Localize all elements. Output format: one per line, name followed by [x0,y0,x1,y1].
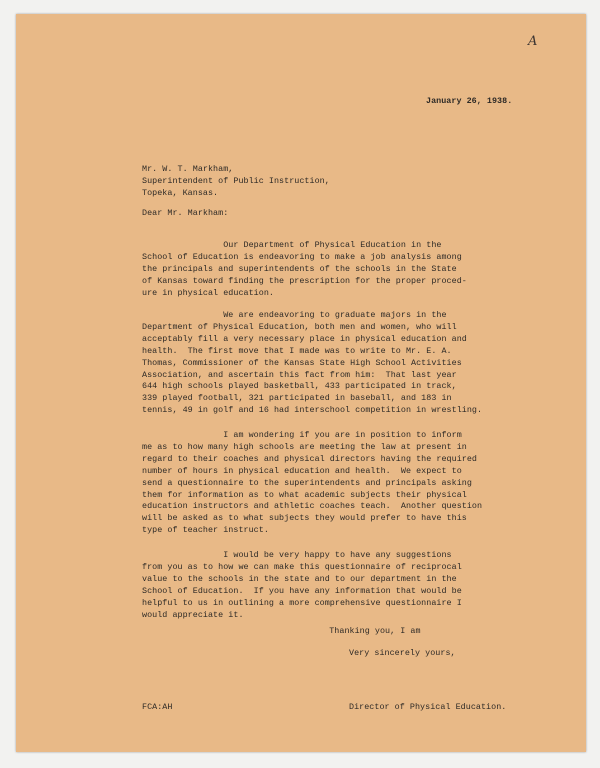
body-line: regard to their coaches and physical directors having the required [142,453,478,464]
letter-page [16,14,586,752]
body-line: type of teacher instruct. [142,525,269,536]
body-line: School of Education. If you have any information that would be [142,585,462,596]
body-line: would appreciate it. [142,609,244,620]
body-line: will be asked as to what subjects they would prefer to have this [142,513,467,524]
salutation: Dear Mr. Markham: [142,208,229,218]
address-line: Mr. W. T. Markham, [142,164,234,174]
body-line: We are endeavoring to graduate majors in the [142,310,447,320]
closing-thanks: Thanking you, I am [248,626,421,636]
paragraph-4 [142,550,537,621]
signature-title: Director of Physical Education. [349,702,507,712]
body-line: Association, and ascertain this fact from him: That last year [142,369,457,380]
body-line: 339 played football, 321 participated in baseball, and 183 in [142,393,452,404]
letter-date: January 26, 1938. [426,96,513,106]
address-line: Topeka, Kansas. [142,187,219,198]
body-line: of Kansas toward finding the prescription for the proper proced- [142,275,467,286]
closing-phrase: Very sincerely yours, [349,648,456,658]
paragraph-1 [142,240,537,300]
body-line: education instructors and athletic coaches teach. Another question [142,501,483,512]
paragraph-2 [142,310,537,417]
body-line: helpful to us in outlining a more comprehensive questionnaire I [142,597,462,608]
body-line: I would be very happy to have any suggestions [142,550,452,560]
body-line: number of hours in physical education and health. We expect to [142,465,462,476]
paragraph-3 [142,430,537,537]
body-line: from you as to how we can make this questionnaire of reciprocal [142,561,462,572]
body-line: health. The first move that I made was to write to Mr. E. A. [142,345,452,356]
body-line: them for information as to what academic subjects their physical [142,489,467,500]
body-line: Department of Physical Education, both men and women, who will [142,321,457,332]
body-line: I am wondering if you are in position to inform [142,430,462,440]
reference-initials: FCA:AH [142,702,173,712]
body-line: Thomas, Commissioner of the Kansas State High School Activities [142,357,462,368]
body-line: Our Department of Physical Education in the [142,240,442,250]
body-line: acceptably fill a very necessary place in physical education and [142,333,467,344]
recipient-address [142,164,442,200]
body-line: me as to how many high schools are meeting the law at present in [142,441,467,452]
body-line: ure in physical education. [142,287,274,298]
address-line: Superintendent of Public Instruction, [142,175,330,186]
body-line: value to the schools in the state and to our department in the [142,573,457,584]
body-line: send a questionnaire to the superintendents and principals asking [142,477,472,488]
body-line: 644 high schools played basketball, 433 participated in track, [142,381,457,392]
body-line: School of Education is endeavoring to make a job analysis among [142,251,462,262]
body-line: tennis, 49 in golf and 16 had interschool competition in wrestling. [142,405,483,416]
body-line: the principals and superintendents of the schools in the State [142,263,457,274]
corner-annotation: A [528,34,538,49]
